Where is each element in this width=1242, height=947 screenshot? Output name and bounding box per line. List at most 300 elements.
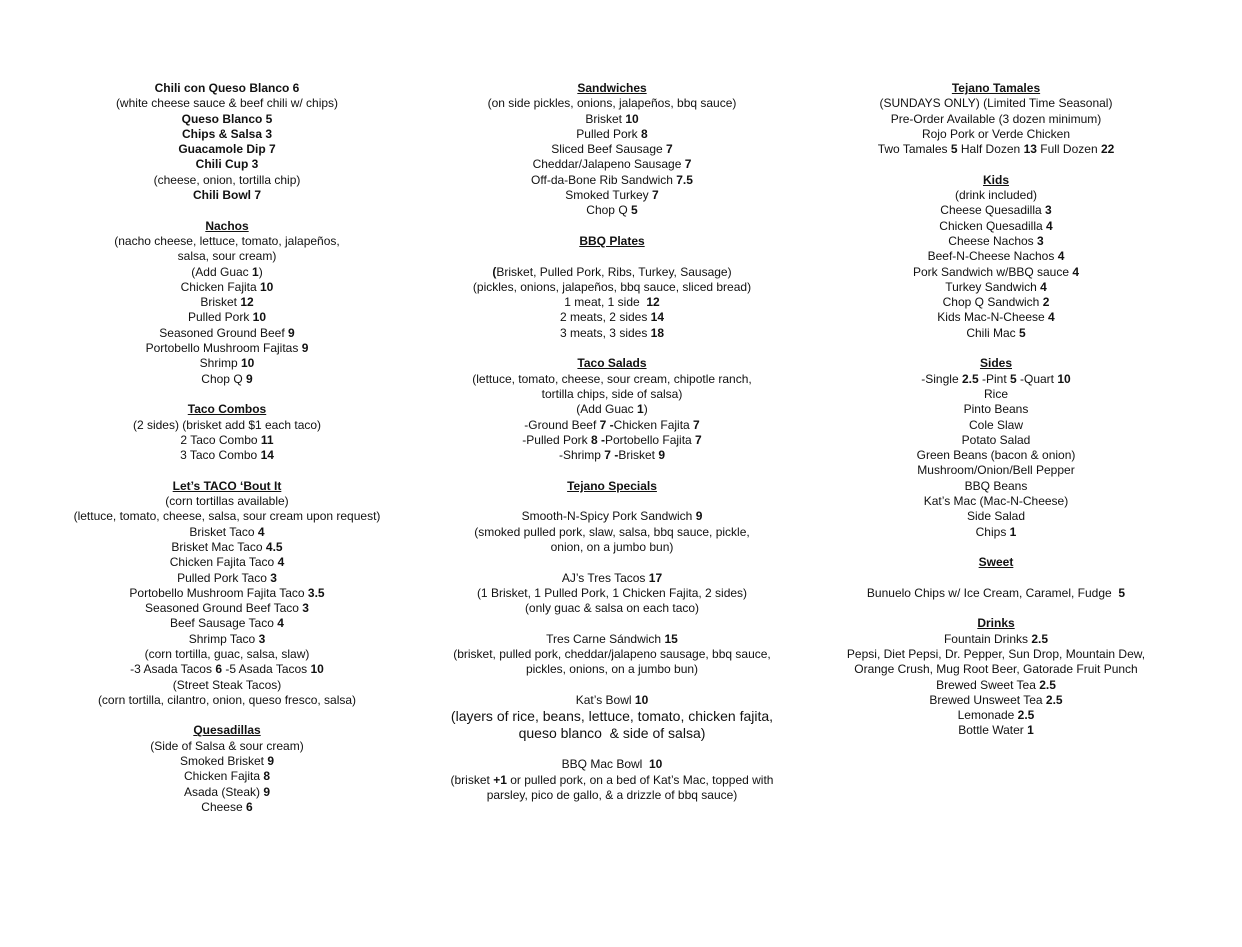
menu-text: Brisket Taco <box>189 524 258 539</box>
spacer <box>432 742 792 757</box>
menu-text: (1 Brisket, 1 Pulled Pork, 1 Chicken Fajita, 2 sides) <box>476 585 748 600</box>
menu-line <box>37 586 417 601</box>
menu-text: (corn tortillas available) <box>165 494 289 509</box>
menu-line <box>37 188 417 203</box>
bold-text: 12 <box>646 295 660 310</box>
menu-line <box>815 708 1177 723</box>
section-title: Kids <box>982 172 1009 187</box>
section-title: Sandwiches <box>577 81 647 95</box>
spacer <box>37 203 417 218</box>
menu-text: Chop Q <box>201 371 246 386</box>
menu-text: Pinto Beans <box>963 402 1029 417</box>
menu-line <box>37 418 417 433</box>
menu-line <box>815 234 1177 249</box>
menu-line <box>432 586 792 601</box>
menu-line <box>37 112 417 127</box>
bold-text: 9 <box>246 371 253 386</box>
menu-line <box>432 387 792 402</box>
menu-text: ) <box>643 402 648 417</box>
menu-line <box>815 418 1177 433</box>
menu-text: Shrimp Taco <box>188 631 259 646</box>
menu-line <box>37 448 417 463</box>
bold-text: 10 <box>260 279 274 294</box>
menu-column-1 <box>37 81 417 815</box>
bold-text: 3.5 <box>307 585 325 600</box>
bold-text: 10 <box>310 662 324 677</box>
bold-text: 7 <box>693 417 700 432</box>
menu-text: Brisket Mac Taco <box>171 539 266 554</box>
spacer <box>815 601 1177 616</box>
menu-line <box>432 662 792 677</box>
bold-text: 8 <box>641 126 648 141</box>
menu-text: Cheese Quesadilla <box>940 203 1046 218</box>
menu-text: Full Dozen <box>1036 142 1101 157</box>
menu-line <box>815 402 1177 417</box>
menu-text: (drink included) <box>954 188 1038 203</box>
bold-text: 9 <box>301 341 309 356</box>
menu-text: Fountain Drinks <box>943 631 1032 646</box>
menu-text: Brisket <box>618 448 659 463</box>
menu-text: (Add Guac <box>191 264 252 279</box>
menu-text: Pulled Pork Taco <box>177 570 271 585</box>
menu-text: 3 meats, 3 sides <box>559 325 651 340</box>
menu-line <box>432 773 792 788</box>
menu-line <box>37 81 417 96</box>
menu-line <box>815 693 1177 708</box>
spacer <box>432 555 792 570</box>
menu-line <box>37 647 417 662</box>
menu-text: (white cheese sauce & beef chili w/ chips) <box>115 96 339 111</box>
bold-text: 9 <box>658 448 666 463</box>
bold-text: 10 <box>625 111 639 126</box>
section-title: Taco Combos <box>187 402 267 417</box>
spacer <box>432 616 792 631</box>
menu-line <box>432 418 792 433</box>
menu-text: Mushroom/Onion/Bell Pepper <box>917 463 1075 478</box>
bold-text: 10 <box>634 692 649 707</box>
bold-text: 7 <box>684 157 692 172</box>
menu-text: -Single <box>921 371 962 386</box>
menu-line <box>37 739 417 754</box>
menu-text: -5 Asada Tacos <box>222 662 311 677</box>
bold-text: Chili Bowl 7 <box>192 188 261 203</box>
spacer <box>432 219 792 234</box>
menu-text: Bottle Water <box>958 723 1028 738</box>
bold-text: 7 <box>695 432 702 447</box>
menu-line <box>815 310 1177 325</box>
menu-line <box>432 326 792 341</box>
menu-text: Side Salad <box>966 509 1026 524</box>
menu-line <box>37 494 417 509</box>
section-title: Quesadillas <box>193 723 261 738</box>
menu-text: Orange Crush, Mug Root Beer, Gatorade Fruit Punch <box>854 662 1138 677</box>
menu-text: Chicken Fajita <box>183 769 264 784</box>
menu-text: (corn tortilla, guac, salsa, slaw) <box>144 646 310 661</box>
section-title: Nachos <box>205 218 249 233</box>
menu-line <box>37 525 417 540</box>
spacer <box>37 387 417 402</box>
menu-line <box>815 586 1177 601</box>
menu-line <box>37 555 417 570</box>
menu-text: Smoked Brisket <box>179 754 268 769</box>
menu-text: -Pulled Pork <box>522 432 591 447</box>
menu-line <box>37 662 417 677</box>
menu-text: Shrimp <box>199 356 241 371</box>
menu-text: Pepsi, Diet Pepsi, Dr. Pepper, Sun Drop, Mountain Dew, <box>846 646 1146 661</box>
menu-text: 2 Taco Combo <box>180 432 261 447</box>
menu-text: pickles, onions, on a jumbo bun) <box>525 662 699 677</box>
menu-line <box>37 127 417 142</box>
menu-line <box>815 525 1177 540</box>
menu-text: Brewed Unsweet Tea <box>929 692 1046 707</box>
menu-text: parsley, pico de gallo, & a drizzle of bbq sauce) <box>486 788 738 803</box>
menu-text: (2 sides) (brisket add $1 each taco) <box>132 417 322 432</box>
menu-line <box>815 295 1177 310</box>
menu-line <box>815 479 1177 494</box>
menu-text: Lemonade <box>957 708 1018 723</box>
section-heading <box>432 356 792 371</box>
menu-text: Portobello Mushroom Fajitas <box>145 341 302 356</box>
bold-text: 3 <box>1045 203 1052 218</box>
menu-text: (cheese, onion, tortilla chip) <box>153 172 301 187</box>
bold-text: 4 <box>1072 264 1080 279</box>
menu-line <box>815 265 1177 280</box>
menu-line <box>815 96 1177 111</box>
bold-text: 7 <box>604 448 611 463</box>
bold-text: 9 <box>263 784 271 799</box>
section-heading <box>432 479 792 494</box>
menu-text: Rice <box>983 386 1008 401</box>
menu-text: Cheese Nachos <box>948 233 1038 248</box>
menu-line <box>432 203 792 218</box>
menu-line <box>432 540 792 555</box>
section-title: Tejano Tamales <box>951 81 1041 95</box>
menu-text: Chop Q Sandwich <box>942 295 1043 310</box>
spacer <box>815 571 1177 586</box>
bold-text: 2.5 <box>1045 692 1063 707</box>
menu-line <box>432 433 792 448</box>
menu-line <box>815 127 1177 142</box>
menu-text: 1 meat, 1 side <box>564 295 647 310</box>
menu-line <box>815 203 1177 218</box>
menu-text: BBQ Beans <box>964 478 1028 493</box>
bold-text: 10 <box>252 310 267 325</box>
menu-text: 3 Taco Combo <box>180 448 261 463</box>
menu-text: (nacho cheese, lettuce, tomato, jalapeños, <box>114 233 340 248</box>
bold-text: 2 <box>1042 295 1050 310</box>
section-heading <box>432 234 792 249</box>
menu-text: Green Beans (bacon & onion) <box>916 448 1076 463</box>
spacer <box>432 249 792 264</box>
menu-text: AJ’s Tres Tacos <box>561 570 649 585</box>
section-heading <box>815 555 1177 570</box>
menu-line <box>37 678 417 693</box>
menu-line <box>37 280 417 295</box>
menu-line <box>815 463 1177 478</box>
bold-text: Queso Blanco 5 <box>181 111 273 126</box>
menu-text: (Add Guac <box>576 402 637 417</box>
menu-line <box>815 647 1177 662</box>
menu-text: (brisket, pulled pork, cheddar/jalapeno sausage, bbq sauce, <box>453 646 771 661</box>
section-title: BBQ Plates <box>579 233 645 248</box>
bold-text: 6 <box>215 662 222 677</box>
menu-line <box>37 785 417 800</box>
menu-line <box>432 96 792 111</box>
menu-text: Cole Slaw <box>968 417 1024 432</box>
menu-text: Chicken Fajita Taco <box>169 555 278 570</box>
bold-text: - <box>606 417 614 432</box>
bold-text: 14 <box>260 448 274 463</box>
bold-text: 3 <box>270 570 277 585</box>
menu-text: Chop Q <box>586 203 631 218</box>
menu-line <box>432 310 792 325</box>
spacer <box>815 157 1177 172</box>
section-title: Sides <box>979 356 1012 371</box>
bold-text: 8 <box>263 769 271 784</box>
menu-text: Smoked Turkey <box>565 188 652 203</box>
menu-text: Smooth-N-Spicy Pork Sandwich <box>521 509 696 524</box>
menu-line <box>37 326 417 341</box>
menu-line <box>815 219 1177 234</box>
menu-line <box>815 448 1177 463</box>
menu-text: Brisket, Pulled Pork, Ribs, Turkey, Sausage) <box>496 264 732 279</box>
menu-text: Brewed Sweet Tea <box>936 677 1040 692</box>
bold-text: 4 <box>1046 218 1053 233</box>
section-heading <box>432 81 792 96</box>
bold-text: 5 <box>631 203 638 218</box>
bold-text: 7 <box>652 188 659 203</box>
menu-line <box>37 142 417 157</box>
menu-line <box>815 249 1177 264</box>
bold-text: 7 <box>599 417 607 432</box>
menu-line <box>37 234 417 249</box>
menu-text: Kat’s Mac (Mac-N-Cheese) <box>923 494 1069 509</box>
menu-text: Pulled Pork <box>576 126 641 141</box>
menu-line <box>432 280 792 295</box>
bold-text: Chips & Salsa 3 <box>181 126 273 141</box>
menu-text: (lettuce, tomato, cheese, salsa, sour cream upon request) <box>73 509 381 524</box>
menu-line <box>432 448 792 463</box>
menu-column-3 <box>815 81 1177 739</box>
bold-text: Chili Cup 3 <box>195 157 259 172</box>
menu-text: (smoked pulled pork, slaw, salsa, bbq sauce, pickle, <box>474 524 750 539</box>
menu-line <box>432 188 792 203</box>
spacer <box>37 708 417 723</box>
section-title: Tejano Specials <box>567 478 657 493</box>
menu-text: (on side pickles, onions, jalapeños, bbq sauce) <box>487 96 737 111</box>
menu-text: Cheddar/Jalapeno Sausage <box>532 157 685 172</box>
menu-text: (only guac & salsa on each taco) <box>524 601 700 616</box>
menu-text: Cheese <box>201 799 246 814</box>
bold-text: 1 <box>1027 723 1034 738</box>
menu-line <box>37 693 417 708</box>
section-heading <box>815 616 1177 631</box>
menu-line <box>37 632 417 647</box>
menu-line <box>432 509 792 524</box>
menu-line <box>432 647 792 662</box>
menu-text: Asada (Steak) <box>183 784 264 799</box>
menu-text: -Ground Beef <box>524 417 600 432</box>
menu-line <box>432 725 792 742</box>
menu-line <box>432 571 792 586</box>
menu-text: Chicken Fajita <box>613 417 694 432</box>
menu-line <box>432 142 792 157</box>
menu-line <box>815 387 1177 402</box>
bold-text: ( <box>492 264 497 279</box>
spacer <box>432 463 792 478</box>
menu-line <box>37 173 417 188</box>
menu-text: Chicken Quesadilla <box>939 218 1047 233</box>
menu-line <box>432 757 792 772</box>
bold-text: 9 <box>695 509 703 524</box>
bold-text: 4.5 <box>265 539 283 554</box>
menu-text: Bunuelo Chips w/ Ice Cream, Caramel, Fudge <box>866 585 1119 600</box>
menu-line <box>37 601 417 616</box>
menu-text: Tres Carne Sándwich <box>546 631 665 646</box>
menu-line <box>815 662 1177 677</box>
menu-text: Pre-Order Available (3 dozen minimum) <box>890 111 1102 126</box>
bold-text: 10 <box>649 757 663 772</box>
bold-text: 14 <box>650 310 665 325</box>
section-heading <box>37 723 417 738</box>
section-heading <box>815 173 1177 188</box>
bold-text: 7 <box>666 142 673 157</box>
section-heading <box>37 402 417 417</box>
menu-text: tortilla chips, side of salsa) <box>541 386 683 401</box>
menu-line <box>37 433 417 448</box>
section-title: Drinks <box>977 616 1015 631</box>
menu-line <box>432 265 792 280</box>
menu-line <box>815 280 1177 295</box>
bold-text: 10 <box>1057 371 1071 386</box>
menu-line <box>37 96 417 111</box>
menu-line <box>37 616 417 631</box>
menu-line <box>432 173 792 188</box>
menu-line <box>37 157 417 172</box>
menu-line <box>815 372 1177 387</box>
bold-text: Chili con Queso Blanco 6 <box>154 81 300 95</box>
menu-line <box>815 112 1177 127</box>
menu-text: Off-da-Bone Rib Sandwich <box>531 172 677 187</box>
bold-text: 4 <box>257 524 265 539</box>
menu-text: -3 Asada Tacos <box>130 662 216 677</box>
menu-text: (Street Steak Tacos) <box>172 677 282 692</box>
bold-text: - <box>597 432 605 447</box>
menu-text: salsa, sour cream) <box>177 249 277 264</box>
menu-text: Chips <box>975 524 1010 539</box>
menu-text: Seasoned Ground Beef Taco <box>145 601 303 616</box>
menu-line <box>432 295 792 310</box>
bold-text: 5 <box>1009 371 1017 386</box>
section-heading <box>37 479 417 494</box>
menu-text: queso blanco & side of salsa) <box>518 725 706 742</box>
menu-line <box>37 540 417 555</box>
spacer <box>815 341 1177 356</box>
spacer <box>432 494 792 509</box>
menu-text: (Side of Salsa & sour cream) <box>150 738 304 753</box>
bold-text: 4 <box>1048 310 1055 325</box>
menu-text: Pulled Pork <box>187 310 253 325</box>
menu-text: Rojo Pork or Verde Chicken <box>921 126 1071 141</box>
menu-text: Sliced Beef Sausage <box>551 142 667 157</box>
bold-text: 4 <box>277 555 285 570</box>
menu-text: Two Tamales <box>877 142 951 157</box>
bold-text: 4 <box>277 616 284 631</box>
section-heading <box>815 81 1177 96</box>
bold-text: 2.5 <box>1031 631 1049 646</box>
menu-text: Kat’s Bowl <box>575 692 635 707</box>
menu-line <box>37 571 417 586</box>
bold-text: 8 <box>590 432 598 447</box>
menu-text: Kids Mac-N-Cheese <box>937 310 1048 325</box>
menu-line <box>815 723 1177 738</box>
menu-text: Turkey Sandwich <box>945 279 1041 294</box>
bold-text: 7.5 <box>676 172 693 187</box>
menu-text: onion, on a jumbo bun) <box>550 539 674 554</box>
menu-line <box>432 112 792 127</box>
bold-text: 13 <box>1023 142 1037 157</box>
bold-text: 6 <box>246 799 253 814</box>
menu-text: Half Dozen <box>957 142 1024 157</box>
menu-line <box>815 326 1177 341</box>
menu-line <box>432 402 792 417</box>
bold-text: 4 <box>1040 279 1047 294</box>
menu-text: Portobello Mushroom Fajita Taco <box>129 585 308 600</box>
menu-text: -Shrimp <box>558 448 605 463</box>
bold-text: 2.5 <box>961 371 979 386</box>
menu-text: or pulled pork, on a bed of Kat’s Mac, topped with <box>506 772 774 787</box>
menu-line <box>37 509 417 524</box>
bold-text: 12 <box>240 295 254 310</box>
menu-text: (corn tortilla, cilantro, onion, queso fresco, salsa) <box>97 692 357 707</box>
menu-line <box>37 372 417 387</box>
spacer <box>815 540 1177 555</box>
bold-text: 9 <box>288 325 295 340</box>
menu-text: Beef Sausage Taco <box>170 616 278 631</box>
bold-text: 4 <box>1057 249 1065 264</box>
menu-line <box>432 693 792 708</box>
bold-text: 5 <box>1118 585 1126 600</box>
menu-line <box>432 127 792 142</box>
menu-line <box>37 341 417 356</box>
menu-text: Chicken Fajita <box>180 279 260 294</box>
menu-text: (pickles, onions, jalapeños, bbq sauce, sliced bread) <box>472 279 752 294</box>
menu-text: Brisket <box>200 295 241 310</box>
menu-line <box>815 433 1177 448</box>
menu-text: Pork Sandwich w/BBQ sauce <box>912 264 1073 279</box>
bold-text: 22 <box>1100 142 1115 157</box>
menu-text: (layers of rice, beans, lettuce, tomato, chicken fajita, <box>450 708 774 725</box>
spacer <box>432 678 792 693</box>
menu-line <box>432 372 792 387</box>
menu-text: Chili Mac <box>966 325 1019 340</box>
menu-text: (lettuce, tomato, cheese, sour cream, chipotle ranch, <box>472 371 752 386</box>
bold-text: 9 <box>267 754 275 769</box>
bold-text: 10 <box>240 356 255 371</box>
spacer <box>432 341 792 356</box>
bold-text: 3 <box>258 631 266 646</box>
menu-line <box>432 601 792 616</box>
menu-text: ) <box>258 264 263 279</box>
menu-line <box>432 157 792 172</box>
menu-line <box>432 632 792 647</box>
section-title: Let’s TACO ‘Bout It <box>172 478 282 493</box>
section-title: Taco Salads <box>577 356 647 371</box>
menu-line <box>37 800 417 815</box>
bold-text: 1 <box>637 402 644 417</box>
menu-text: -Quart <box>1016 371 1058 386</box>
section-heading <box>815 356 1177 371</box>
